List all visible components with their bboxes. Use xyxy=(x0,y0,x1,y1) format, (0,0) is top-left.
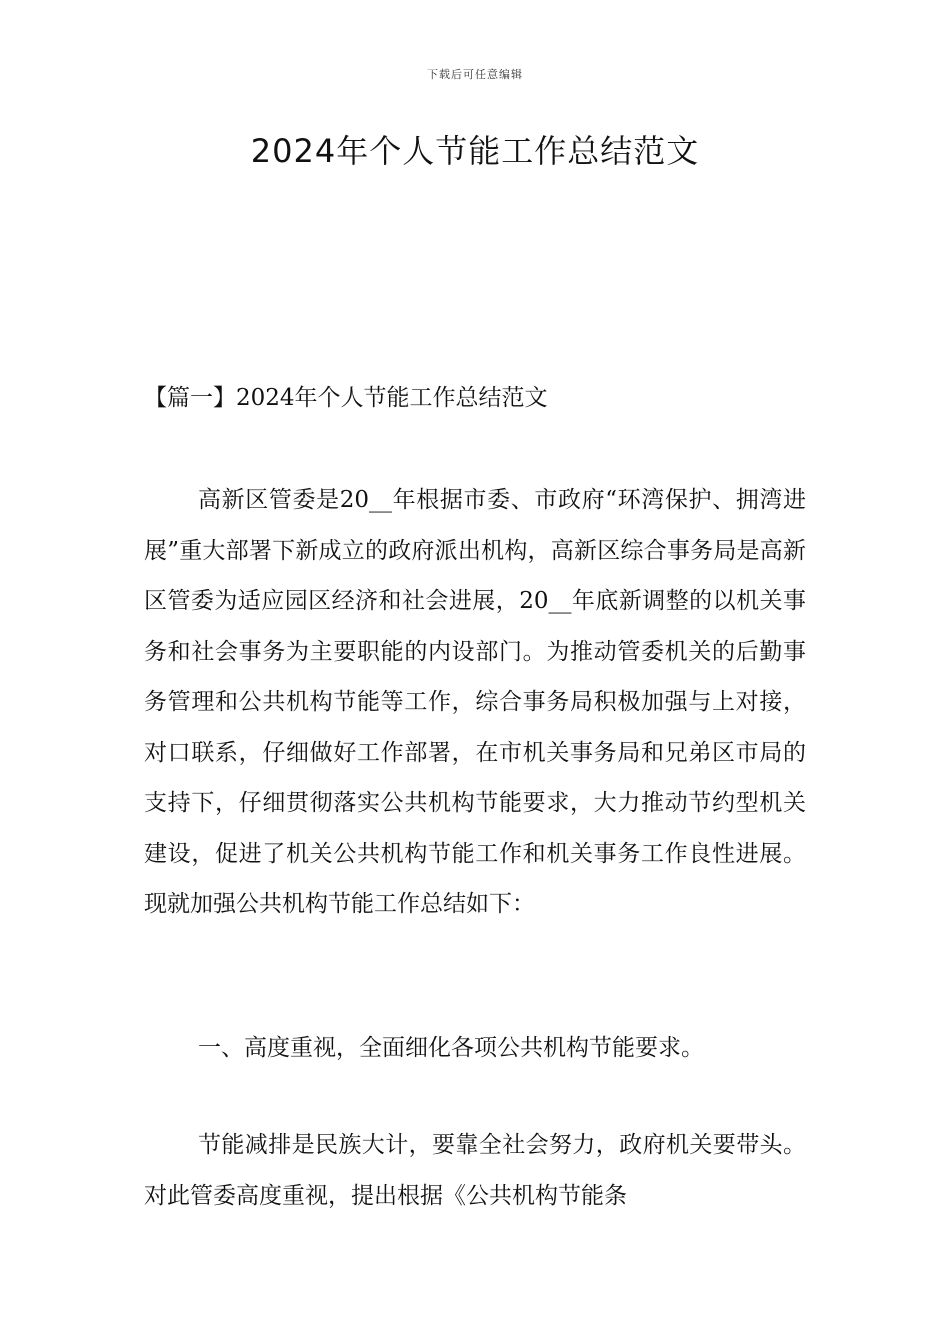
paragraph-intro: 高新区管委是20__年根据市委、市政府“环湾保护、拥湾进展”重大部署下新成立的政府派出机构，高新区综合事务局是高新区管委为适应园区经济和社会进展，20__年底新调整的以机关事务和社会事务为主要职能的内设部门。为推动管委机关的后勤事务管理和公共机构节能等工作，综合事务局积极加强与上对接，对口联系，仔细做好工作部署，在市机关事务局和兄弟区市局的支持下，仔细贯彻落实公共机构节能要求，大力推动节约型机关建设，促进了机关公共机构节能工作和机关事务工作良性进展。现就加强公共机构节能工作总结如下： xyxy=(144,487,806,917)
paragraph-subheading-1: 一、高度重视，全面细化各项公共机构节能要求。 xyxy=(198,1035,704,1061)
section-heading: 【篇一】2024年个人节能工作总结范文 xyxy=(144,385,548,411)
paragraph-body-2: 节能减排是民族大计，要靠全社会努力，政府机关要带头。对此管委高度重视，提出根据《公共机构节能条 xyxy=(144,1132,806,1209)
header-note: 下载后可任意编辑 xyxy=(427,68,523,81)
document-title: 2024年个人节能工作总结范文 xyxy=(250,132,700,170)
